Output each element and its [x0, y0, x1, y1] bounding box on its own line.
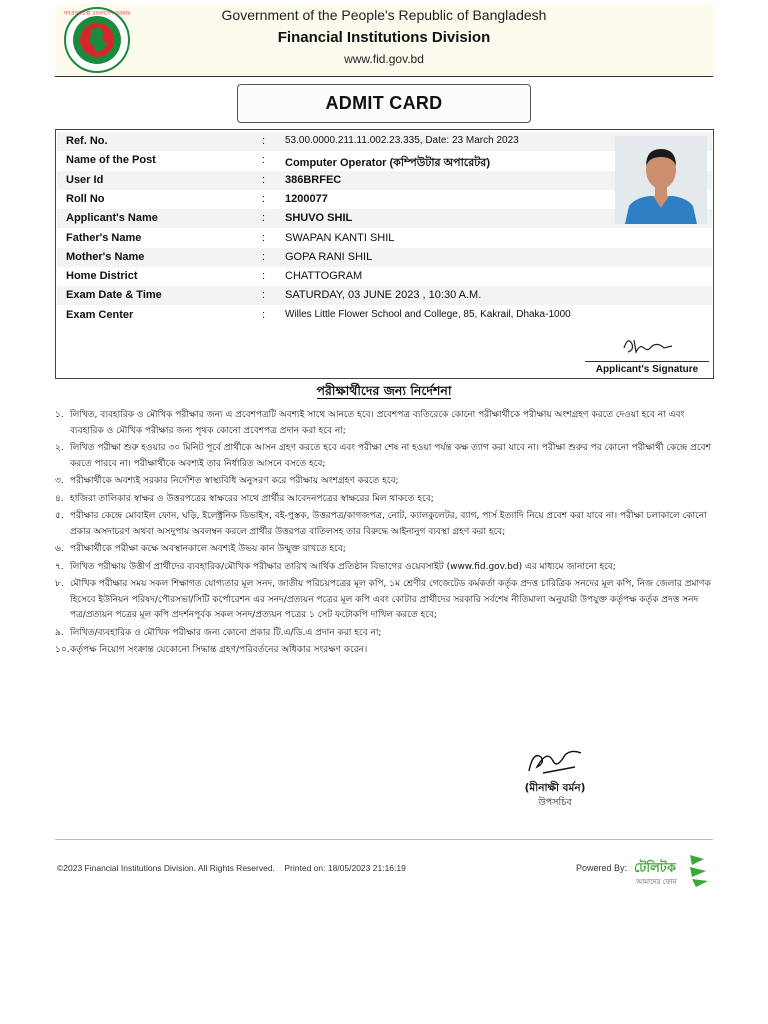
field-colon: :	[262, 309, 266, 321]
field-label: Father's Name	[66, 232, 142, 244]
field-value: GOPA RANI SHIL	[285, 251, 373, 263]
instruction-number: ৮.	[55, 579, 64, 589]
instruction-item	[55, 509, 715, 540]
copyright-text: ©2023 Financial Institutions Division. All Rights Reserved.	[57, 863, 275, 873]
instruction-number: ১.	[55, 410, 64, 420]
svg-text:টেলিটক: টেলিটক	[634, 861, 676, 876]
instruction-item	[55, 542, 715, 558]
applicant-signature-label: Applicant's Signature	[595, 364, 699, 375]
field-label: Name of the Post	[66, 154, 156, 166]
instruction-number: ২.	[55, 443, 64, 453]
applicant-photo	[615, 136, 707, 224]
field-value: 1200077	[285, 193, 328, 205]
field-row-applicant-name	[57, 209, 712, 228]
instruction-text: লিখিত পরীক্ষা শুরু হওয়ার ৩০ মিনিট পূর্বে প্রার্থীকে আসন গ্রহণ করতে হবে এবং পরীক্ষা শেষ না হওয়া পর্যন্ত কক্ষ ত্যাগ করা যাবে না। পরীক্ষা শুরুর পর কোনো পরীক্ষার্থী কেন্দ্রে প্রবেশ করতে পারবে না। পরীক্ষার্থীকে অবশ্যই তার নির্ধারিত আসনে বসতে হবে;	[70, 443, 711, 469]
field-value: Willes Little Flower School and College, 85, Kakrail, Dhaka-1000	[285, 309, 571, 320]
instructions-heading-text: পরীক্ষার্থীদের জন্য নির্দেশনা	[316, 383, 452, 398]
field-row-user-id	[57, 171, 712, 190]
field-value: Computer Operator (কম্পিউটার অপারেটর)	[285, 157, 490, 169]
field-row-post	[57, 151, 712, 170]
applicant-signature-line	[585, 361, 709, 362]
field-colon: :	[262, 193, 266, 205]
field-colon: :	[262, 212, 266, 224]
instruction-text: মৌখিক পরীক্ষার সময় সকল শিক্ষাগত যোগ্যতার মূল সনদ, জাতীয় পরিচয়পত্রের মূল কপি, ১ম শ্রেণীর গেজেটেড কর্মকর্তা কর্তৃক প্রদত্ত চারিত্রিক সনদের মূল কপি, নিজ জেলার প্রমাণক হিসেবে ইউনিয়ন পরিষদ/পৌরসভা/সিটি কর্পোরেশন এর সনদ/প্রত্যয়ন পত্রের মূল কপি এবং কোটার প্রার্থীদের সরকারি সর্বশেষ নীতিমালা অনুযায়ী উপযুক্ত কর্তৃপক্ষ কর্তৃক প্রদত্ত সনদ পত্র/প্রত্যয়ন পত্রের মূল কপি প্রদর্শনপূর্বক সকল সনদ/প্রত্যয়ন পত্রের ১ সেট ফটোকপি দাখিল করতে হবে;	[70, 579, 711, 620]
field-label: Mother's Name	[66, 251, 145, 263]
field-value: SWAPAN KANTI SHIL	[285, 232, 395, 244]
field-label: Ref. No.	[66, 135, 108, 147]
instruction-item	[55, 560, 715, 576]
printed-on-text: Printed on: 18/05/2023 21:16:19	[284, 863, 406, 873]
instruction-number: ৭.	[55, 561, 64, 572]
field-row-mother-name	[57, 248, 712, 267]
instruction-text: লিখিত/ব্যবহারিক ও মৌখিক পরীক্ষার জন্য কোনো প্রকার টি.এ/ডি.এ প্রদান করা হবে না;	[70, 627, 382, 638]
instruction-item	[55, 492, 715, 508]
field-label: Applicant's Name	[66, 212, 158, 224]
field-colon: :	[262, 232, 266, 244]
svg-text:আমাদের ফোন: আমাদের ফোন	[636, 878, 677, 886]
field-label: Roll No	[66, 193, 105, 205]
officer-designation: উপসচিব	[538, 797, 572, 808]
instruction-number: ৫.	[55, 511, 64, 521]
instruction-text: কর্তৃপক্ষ নিয়োগ সংক্রান্ত যেকোনো সিদ্ধান্ত গ্রহণ/পরিবর্তনের অধিকার সংরক্ষণ করেন।	[70, 645, 368, 655]
field-value: CHATTOGRAM	[285, 270, 363, 282]
field-label: User Id	[66, 174, 104, 186]
instruction-number: ৯.	[55, 627, 64, 638]
instruction-number: ১০.	[55, 645, 70, 655]
website-text: www.fid.gov.bd	[344, 52, 424, 66]
officer-signature-image	[525, 745, 585, 779]
field-row-exam-date	[57, 286, 712, 305]
instruction-number: ৩.	[55, 476, 64, 486]
instructions-heading	[0, 383, 768, 403]
field-label: Exam Date & Time	[66, 289, 162, 301]
instruction-text: পরীক্ষার্থীকে অবশ্যই সরকার নির্দেশিত স্বাস্থ্যবিধি অনুসরণ করে পরীক্ষায় অংশগ্রহণ করতে হবে;	[70, 476, 399, 486]
applicant-signature-image	[618, 332, 678, 356]
instruction-item	[55, 408, 715, 439]
field-colon: :	[262, 174, 266, 186]
field-row-home-district	[57, 267, 712, 286]
field-colon: :	[262, 270, 266, 282]
header-divider	[55, 76, 713, 77]
instruction-item	[55, 626, 715, 642]
instruction-text: পরীক্ষার কেন্দ্রে মোবাইল ফোন, ঘড়ি, ইলেক্ট্রনিক ডিভাইস, বই-পুস্তক, উত্তরপত্র/কাগজপত্র, নোট, ক্যালকুলেটর, ব্যাগ, পার্স ইত্যাদি নিয়ে প্রবেশ করা যাবে না। পরীক্ষা চলাকালে কোনো প্রকার অসদাচরণ অথবা অসদুপায় অবলম্বন করলে প্রার্থীর উত্তরপত্র বাতিলসহ তার বিরুদ্ধে আইনানুগ ব্যবস্থা গ্রহণ করা হবে;	[70, 511, 707, 537]
instruction-text: পরীক্ষার্থীকে পরীক্ষা কক্ষে অবস্থানকালে অবশ্যই উভয় কান উন্মুক্ত রাখতে হবে;	[70, 544, 346, 554]
instruction-number: ৬.	[55, 544, 64, 554]
government-seal-logo	[63, 6, 131, 74]
field-colon: :	[262, 289, 266, 301]
field-label: Home District	[66, 270, 138, 282]
field-colon: :	[262, 135, 266, 147]
instruction-item	[55, 577, 715, 624]
field-row-ref-no	[57, 132, 712, 151]
footer-text	[57, 863, 406, 873]
officer-name: (মীনাক্ষী বর্মন)	[524, 782, 586, 794]
field-row-roll-no	[57, 190, 712, 209]
instruction-number: ৪.	[55, 493, 64, 504]
division-heading: Financial Institutions Division	[277, 29, 491, 46]
field-row-father-name	[57, 229, 712, 248]
instructions-list	[55, 408, 715, 661]
field-label: Exam Center	[66, 309, 134, 321]
instruction-text: লিখিত পরীক্ষায় উত্তীর্ণ প্রার্থীদের ব্যবহারিক/মৌখিক পরীক্ষার তারিখ আর্থিক প্রতিষ্ঠান বিভাগের ওয়েবসাইট (www.fid.gov.bd) এর মাধ্যমে জানানো হবে;	[70, 561, 616, 572]
field-colon: :	[262, 154, 266, 166]
instruction-item	[55, 643, 715, 659]
instruction-text: হাজিরা তালিকার স্বাক্ষর ও উত্তরপত্রের স্বাক্ষরের সাথে প্রার্থীর আবেদনপত্রের স্বাক্ষরের মিল থাকতে হবে;	[70, 493, 434, 504]
field-value: SHUVO SHIL	[285, 212, 353, 224]
powered-by-label: Powered By:	[576, 863, 628, 873]
teletalk-logo	[634, 851, 712, 889]
svg-text:গণপ্রজাতন্ত্রী বাংলাদেশ সরকার: গণপ্রজাতন্ত্রী বাংলাদেশ সরকার	[63, 11, 131, 17]
field-value: 53.00.0000.211.11.002.23.335, Date: 23 March 2023	[285, 135, 519, 146]
admit-card-title: ADMIT CARD	[237, 84, 531, 123]
field-value: 386BRFEC	[285, 174, 342, 186]
field-value: SATURDAY, 03 JUNE 2023 , 10:30 A.M.	[285, 289, 482, 301]
instruction-item	[55, 441, 715, 472]
footer-divider	[55, 839, 713, 840]
instruction-text: লিখিত, ব্যবহারিক ও মৌখিক পরীক্ষার জন্য এ প্রবেশপত্রটি অবশ্যই সাথে আনতে হবে। প্রবেশপত্র ব্যতিরেকে কোনো পরীক্ষার্থীকে পরীক্ষায় অংশগ্রহণ করতে দেওয়া হবে না এবং ব্যবহারিক ও মৌখিক পরীক্ষার জন্য পৃথক কোনো প্রবেশপত্র প্রদান করা হবে না;	[70, 410, 685, 436]
government-heading: Government of the People's Republic of Bangladesh	[221, 7, 547, 23]
instruction-item	[55, 474, 715, 490]
field-colon: :	[262, 251, 266, 263]
field-row-exam-center	[57, 306, 712, 325]
